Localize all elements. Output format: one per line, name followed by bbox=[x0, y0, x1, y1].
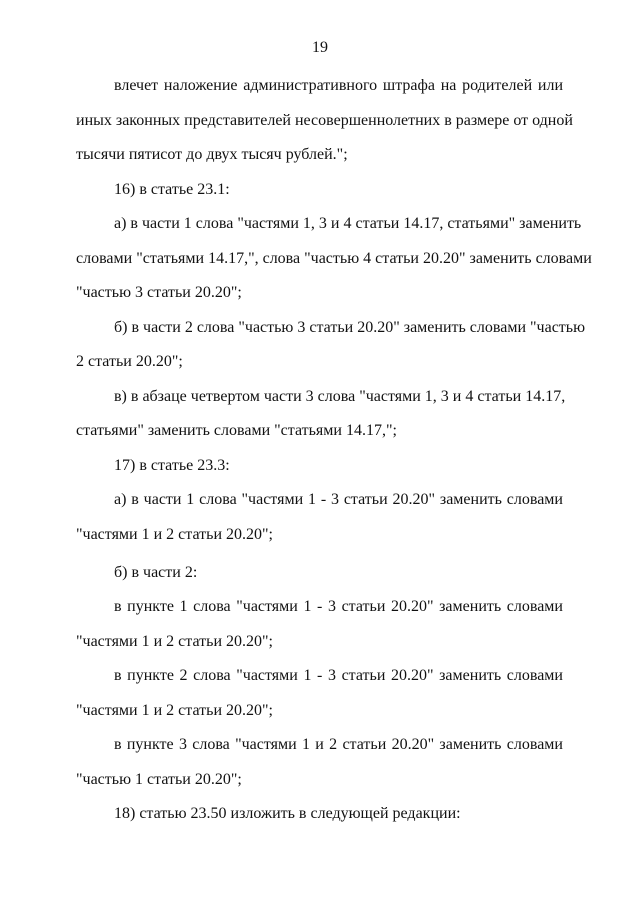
text-line: а) в части 1 слова "частями 1 - 3 статьи 20.20" заменить словами bbox=[114, 491, 563, 508]
text-line: в пункте 1 слова "частями 1 - 3 статьи 20.20" заменить словами bbox=[114, 598, 563, 615]
text-line: 18) статью 23.50 изложить в следующей редакции: bbox=[114, 805, 461, 822]
text-line: "частями 1 и 2 статьи 20.20"; bbox=[76, 702, 273, 719]
text-line: а) в части 1 слова "частями 1, 3 и 4 статьи 14.17, статьями" заменить bbox=[114, 215, 582, 232]
text-line: "частями 1 и 2 статьи 20.20"; bbox=[76, 633, 273, 650]
text-line: статьями" заменить словами "статьями 14.17,"; bbox=[76, 422, 397, 439]
page-number: 19 bbox=[312, 39, 328, 56]
text-line: влечет наложение административного штрафа на родителей или bbox=[114, 77, 563, 94]
text-line: 16) в статье 23.1: bbox=[114, 181, 230, 198]
text-line: б) в части 2: bbox=[114, 564, 198, 581]
text-line: словами "статьями 14.17,", слова "частью 4 статьи 20.20" заменить словами bbox=[76, 250, 592, 267]
text-line: в) в абзаце четвертом части 3 слова "частями 1, 3 и 4 статьи 14.17, bbox=[114, 388, 566, 405]
text-line: "частями 1 и 2 статьи 20.20"; bbox=[76, 526, 273, 543]
text-line: 2 статьи 20.20"; bbox=[76, 353, 183, 370]
text-line: "частью 1 статьи 20.20"; bbox=[76, 771, 242, 788]
text-line: 17) в статье 23.3: bbox=[114, 457, 230, 474]
text-line: в пункте 3 слова "частями 1 и 2 статьи 20.20" заменить словами bbox=[114, 736, 563, 753]
text-line: тысячи пятисот до двух тысяч рублей."; bbox=[76, 146, 348, 163]
text-line: в пункте 2 слова "частями 1 - 3 статьи 20.20" заменить словами bbox=[114, 667, 563, 684]
text-line: б) в части 2 слова "частью 3 статьи 20.20" заменить словами "частью bbox=[114, 319, 586, 336]
text-line: иных законных представителей несовершеннолетних в размере от одной bbox=[76, 112, 573, 129]
text-line: "частью 3 статьи 20.20"; bbox=[76, 284, 242, 301]
